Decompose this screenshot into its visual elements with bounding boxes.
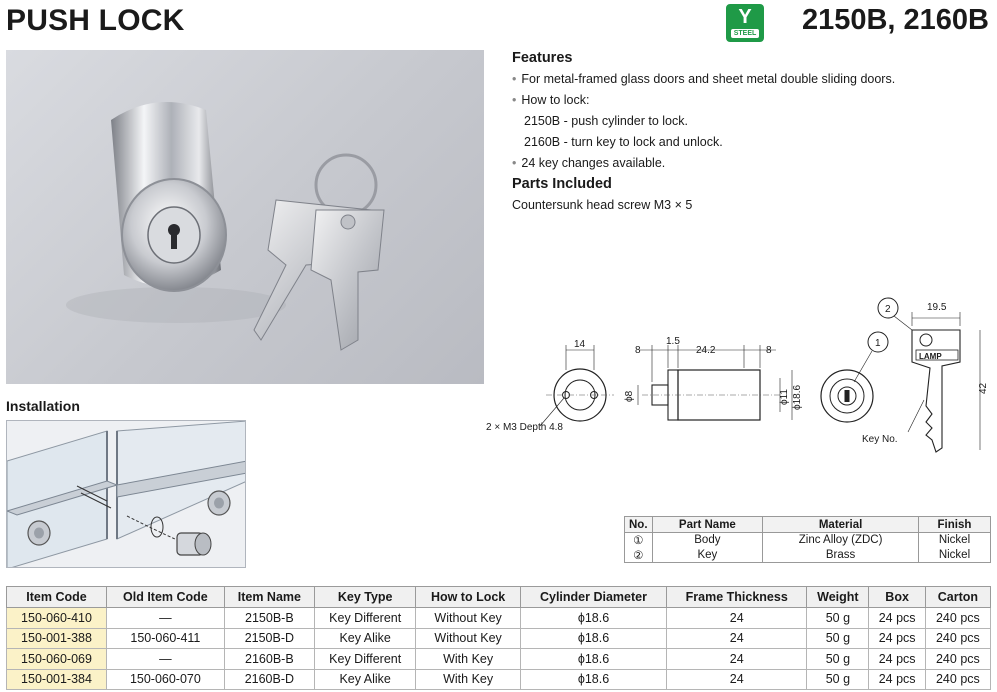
product-table-header	[7, 587, 991, 608]
badge-label: STEEL	[731, 29, 760, 38]
table-cell: 24 pcs	[869, 608, 925, 629]
table-row	[7, 608, 991, 629]
key-brand: LAMP	[919, 352, 942, 361]
col-header-cylinder-diameter: Cylinder Diameter	[520, 587, 666, 608]
col-header: No.	[625, 517, 653, 533]
feature-item: • For metal-framed glass doors and sheet metal double sliding doors.	[512, 69, 982, 90]
feature-subitem: 2150B - push cylinder to lock.	[524, 114, 688, 128]
table-cell: Nickel	[918, 548, 990, 563]
steel-badge	[726, 4, 764, 42]
table-cell: 2160B-D	[224, 669, 314, 690]
item-code-cell: 150-060-069	[7, 649, 107, 670]
table-cell: Zinc Alloy (ZDC)	[763, 533, 919, 548]
table-cell: With Key	[416, 669, 520, 690]
parts-table-header	[625, 517, 991, 533]
screw-note: 2 × M3 Depth 4.8	[486, 422, 563, 433]
installation-title: Installation	[6, 398, 80, 414]
dim-phi-11: ϕ11	[779, 389, 790, 405]
table-cell: Without Key	[416, 628, 520, 649]
dim-1-5: 1.5	[666, 336, 680, 347]
dim-phi-8: ϕ8	[624, 390, 635, 402]
dim-phi-18-6: ϕ18.6	[792, 384, 803, 410]
col-header-item-code: Item Code	[7, 587, 107, 608]
push-lock-photo-illustration	[6, 50, 484, 384]
table-cell: Body	[652, 533, 763, 548]
table-cell: ϕ18.6	[520, 608, 666, 629]
model-numbers: 2150B, 2160B	[801, 4, 989, 36]
col-header-item-name: Item Name	[224, 587, 314, 608]
table-cell: 50 g	[807, 669, 869, 690]
technical-drawing	[480, 290, 997, 460]
col-header-frame-thickness: Frame Thickness	[667, 587, 807, 608]
table-cell: 50 g	[807, 628, 869, 649]
table-cell: Brass	[763, 548, 919, 563]
col-header-box: Box	[869, 587, 925, 608]
feature-item: • How to lock:	[512, 90, 982, 111]
dim-8-left: 8	[635, 345, 641, 356]
table-cell: 24 pcs	[869, 669, 925, 690]
body-side-view	[624, 336, 803, 420]
table-cell: Key Different	[314, 608, 415, 629]
table-cell: 24 pcs	[869, 628, 925, 649]
table-cell: 240 pcs	[925, 669, 990, 690]
table-cell: 2150B-D	[224, 628, 314, 649]
table-cell: With Key	[416, 649, 520, 670]
table-cell: Key	[652, 548, 763, 563]
table-cell: 240 pcs	[925, 628, 990, 649]
dim-8-right: 8	[766, 345, 772, 356]
key-no-label: Key No.	[862, 434, 898, 445]
callout-1: 1	[875, 338, 881, 349]
feature-item: • 24 key changes available.	[512, 153, 982, 174]
callout-2: 2	[885, 304, 891, 315]
table-row	[7, 649, 991, 670]
dim-14: 14	[574, 339, 586, 350]
table-cell: 50 g	[807, 608, 869, 629]
table-cell: 240 pcs	[925, 649, 990, 670]
table-cell: Key Different	[314, 649, 415, 670]
table-cell: 2150B-B	[224, 608, 314, 629]
table-cell: Key Alike	[314, 669, 415, 690]
table-cell: Key Alike	[314, 628, 415, 649]
table-cell: ϕ18.6	[520, 628, 666, 649]
item-code-cell: 150-001-384	[7, 669, 107, 690]
product-photo	[6, 50, 484, 384]
col-header-carton: Carton	[925, 587, 990, 608]
table-cell: ϕ18.6	[520, 649, 666, 670]
table-cell: 24	[667, 628, 807, 649]
item-code-cell: 150-001-388	[7, 628, 107, 649]
table-cell: ②	[625, 548, 653, 563]
dimension-drawing	[480, 290, 997, 460]
table-row	[625, 533, 991, 548]
parts-included-title: Parts Included	[512, 176, 612, 192]
feature-subitem: 2160B - turn key to lock and unlock.	[524, 135, 723, 149]
dim-24-2: 24.2	[696, 345, 716, 356]
product-table	[6, 586, 991, 690]
badge-letter: Y	[738, 6, 752, 28]
col-header: Part Name	[652, 517, 763, 533]
col-header: Material	[763, 517, 919, 533]
table-row	[7, 628, 991, 649]
page-title: PUSH LOCK	[6, 4, 185, 37]
table-cell: 24 pcs	[869, 649, 925, 670]
table-cell: ①	[625, 533, 653, 548]
body-front-view	[486, 339, 614, 433]
parts-included-text: Countersunk head screw M3 × 5	[512, 198, 693, 212]
table-cell: —	[107, 649, 225, 670]
table-cell: 150-060-070	[107, 669, 225, 690]
installation-diagram	[6, 420, 246, 568]
col-header: Finish	[918, 517, 990, 533]
table-row	[625, 548, 991, 563]
dim-42: 42	[978, 382, 989, 394]
table-cell: —	[107, 608, 225, 629]
table-cell: Nickel	[918, 533, 990, 548]
table-cell: 2160B-B	[224, 649, 314, 670]
key-view	[862, 298, 989, 452]
dim-19-5: 19.5	[927, 302, 947, 313]
col-header-old-item-code: Old Item Code	[107, 587, 225, 608]
col-header-weight: Weight	[807, 587, 869, 608]
features-section	[512, 50, 982, 216]
col-header-key-type: Key Type	[314, 587, 415, 608]
table-cell: 24	[667, 649, 807, 670]
table-cell: 24	[667, 669, 807, 690]
col-header-how-to-lock: How to Lock	[416, 587, 520, 608]
cylinder-face-view	[821, 332, 888, 422]
item-code-cell: 150-060-410	[7, 608, 107, 629]
table-cell: 240 pcs	[925, 608, 990, 629]
table-cell: 50 g	[807, 649, 869, 670]
table-row	[7, 669, 991, 690]
table-cell: 24	[667, 608, 807, 629]
installation-illustration	[7, 421, 246, 568]
table-cell: ϕ18.6	[520, 669, 666, 690]
table-cell: 150-060-411	[107, 628, 225, 649]
features-title: Features	[512, 50, 573, 66]
parts-table	[624, 516, 991, 563]
table-cell: Without Key	[416, 608, 520, 629]
